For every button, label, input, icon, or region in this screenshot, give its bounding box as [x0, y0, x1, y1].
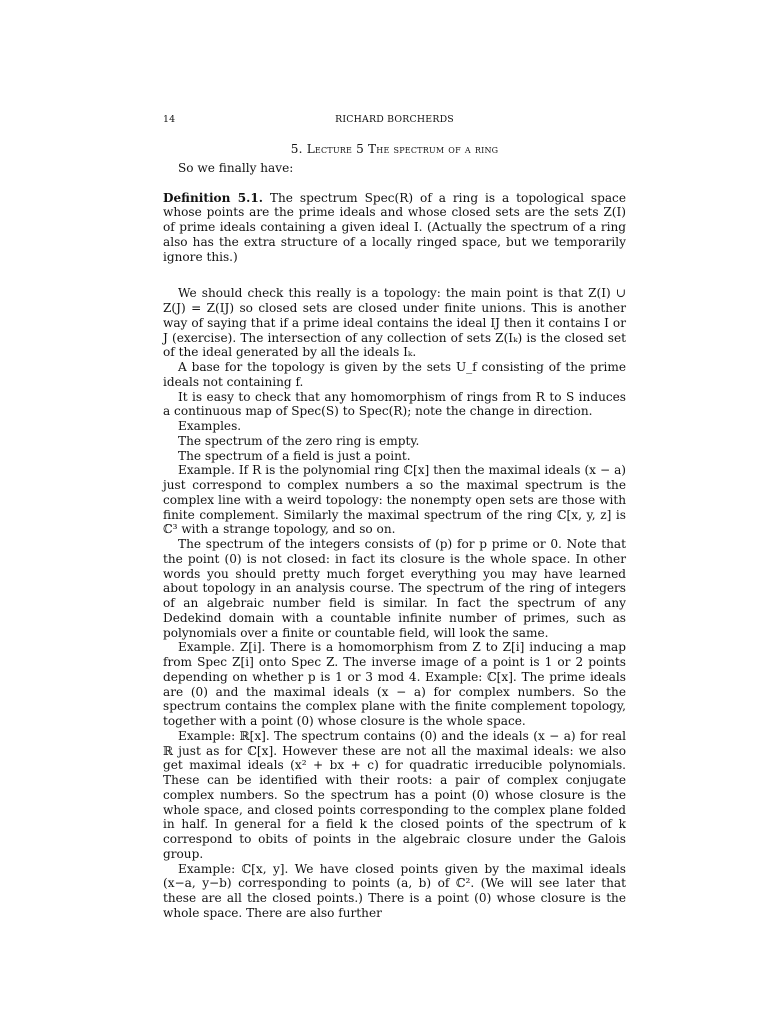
definition-block — [163, 191, 626, 265]
paragraph-zero-ring: The spectrum of the zero ring is empty. — [178, 433, 420, 448]
paragraph-homomorphism: It is easy to check that any homomorphism of rings from R to S induces a continuous map of Spec(S) to Spec(R); note the change in direction. — [163, 389, 626, 419]
body-text — [163, 286, 626, 920]
definition-label: Definition 5.1. — [163, 190, 263, 205]
page-number: 14 — [163, 114, 176, 125]
paragraph-examples-heading: Examples. — [178, 419, 242, 433]
page — [163, 113, 626, 921]
paragraph-integers: The spectrum of the integers consists of (p) for p prime or 0. Note that the point (0) is not closed: in fact its closure is the whole space. In other words you should pretty much forget everything you may have learned about topology in an analysis course. The spectrum of the ring of integers of an algebraic number field is similar. In fact the spectrum of any Dedekind domain with a countable infinite number of primes, such as polynomials over a finite or countable field, will look the same. — [163, 537, 626, 640]
definition-text: The spectrum Spec(R) of a ring is a topological space whose points are the prime ideals and whose closed sets are the sets Z(I) of prime ideals containing a given ideal I. (Actually the spectrum of a ring also has the extra structure of a locally ringed space, but we temporarily ignore this.) — [163, 190, 626, 264]
paragraph-two-variables: Example: ℂ[x, y]. We have closed points given by the maximal ideals (x−a, y−b) corresponding to points (a, b) of ℂ². (We will see later that these are all the closed points.) There is a point (0) whose closure is the whole space. There are also further — [163, 861, 626, 920]
paragraph-real-polynomials: Example: ℝ[x]. The spectrum contains (0) and the ideals (x − a) for real ℝ just as for ℂ[x]. However these are not all the maximal ideals: we also get maximal ideals (x² + bx + c) for quadratic irreducible polynomials. These can be identified with their roots: a pair of complex conjugate complex numbers. So the spectrum has a point (0) whose closure is the whole space, and closed points corresponding to the complex plane folded in half. In general for a field k the closed points of the spectrum of k correspond to obits of points in the algebraic closure under the Galois group. — [163, 728, 626, 861]
paragraph-gaussian-integers: Example. Z[i]. There is a homomorphism from Z to Z[i] inducing a map from Spec Z[i] onto Spec Z. The inverse image of a point is 1 or 2 points depending on whether p is 1 or 3 mod 4. Example: ℂ[x]. The prime ideals are (0) and the maximal ideals (x − a) for complex numbers. So the spectrum contains the complex plane with the finite complement topology, together with a point (0) whose closure is the whole space. — [163, 640, 626, 728]
section-title: 5. Lecture 5 The spectrum of a ring — [290, 142, 499, 156]
running-head — [163, 113, 626, 128]
paragraph-polynomial-ring: Example. If R is the polynomial ring ℂ[x] then the maximal ideals (x − a) just correspond to complex numbers a so the maximal spectrum is the complex line with a weird topology: the nonempty open sets are those with finite complement. Similarly the maximal spectrum of the ring ℂ[x, y, z] is ℂ³ with a strange topology, and so on. — [163, 463, 626, 537]
running-head-author: RICHARD BORCHERDS — [335, 114, 454, 125]
paragraph-topology-check: We should check this really is a topology: the main point is that Z(I) ∪ Z(J) = Z(IJ) so closed sets are closed under finite unions. This is another way of saying that if a prime ideal contains the ideal IJ then it contains I or J (exercise). The intersection of any collection of sets Z(Iₖ) is the closed set of the ideal generated by all the ideals Iₖ. — [163, 286, 626, 360]
lead-paragraph: So we finally have: — [178, 160, 294, 175]
paragraph-field: The spectrum of a field is just a point. — [178, 448, 411, 463]
paragraph-base: A base for the topology is given by the sets U_f consisting of the prime ideals not containing f. — [163, 360, 626, 389]
